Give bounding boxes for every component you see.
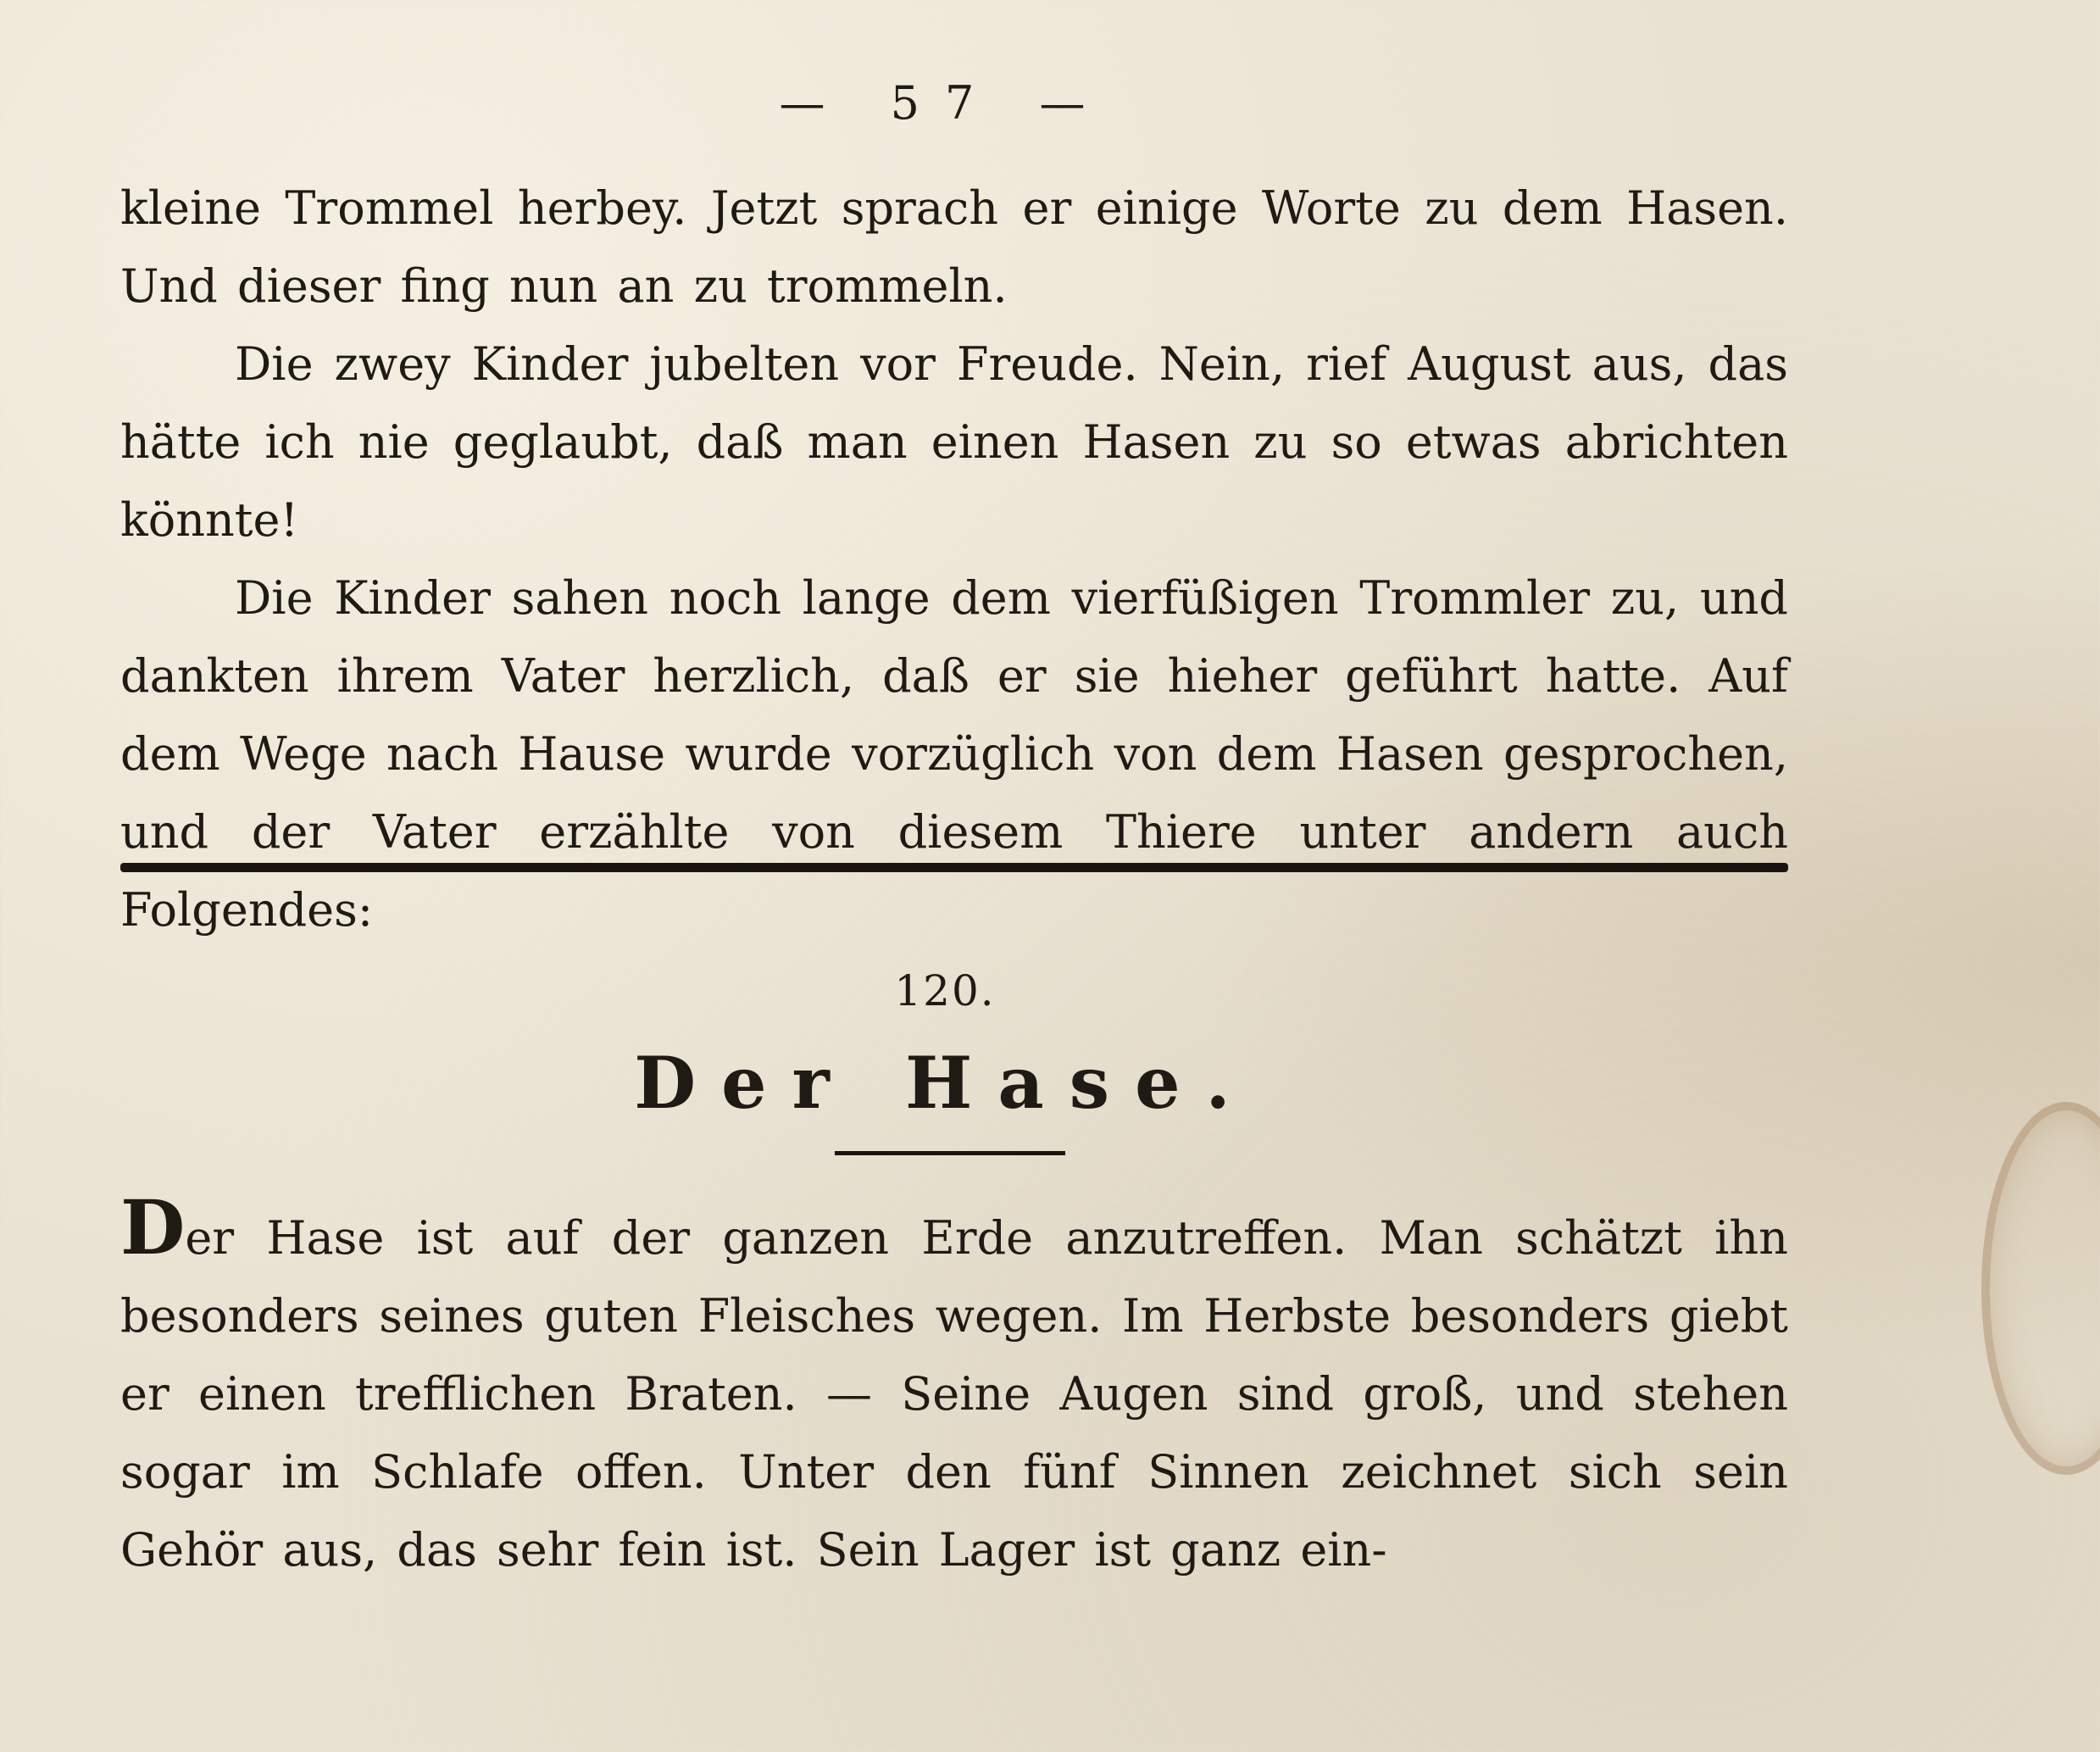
text-block-bottom <box>120 1183 1788 1589</box>
page-number: — 57 — <box>779 76 1111 130</box>
section-body: er Hase ist auf der ganzen Erde anzutreffen. Man schätzt ihn besonders seines guten Fleisches wegen. Im Herbste besonders giebt er einen trefflichen Braten. — Seine Augen sind groß, und stehen sogar im Schlafe offen. Unter den fünf Sinnen zeichnet sich sein Gehör aus, das sehr fein ist. Sein Lager ist ganz ein- <box>120 1211 1788 1577</box>
drop-cap: D <box>120 1183 186 1271</box>
paragraph-1: kleine Trommel herbey. Jetzt sprach er einige Worte zu dem Hasen. Und dieser fing nun an zu trommeln. <box>120 181 1788 313</box>
paragraph-2: Die zwey Kinder jubelten vor Freude. Nein, rief August aus, das hätte ich nie geglaubt, daß man einen Hasen zu so etwas abrichten könnte! <box>120 337 1788 547</box>
section-divider <box>120 863 1788 872</box>
section-number: 120. <box>894 966 996 1015</box>
section-paragraph <box>120 1183 1788 1589</box>
text-block-top <box>120 170 1788 949</box>
paper-stain <box>1981 1102 2100 1475</box>
paragraph-3: Die Kinder sahen noch lange dem vierfüßigen Trommler zu, und dankten ihrem Vater herzlich, daß er sie hieher geführt hatte. Auf dem Wege nach Hause wurde vorzüglich von dem Hasen gesprochen, und der Vater erzählte von diesem Thiere unter andern auch Folgendes: <box>120 571 1788 937</box>
title-underline <box>835 1151 1065 1155</box>
section-title: Der Hase. <box>634 1041 1256 1125</box>
